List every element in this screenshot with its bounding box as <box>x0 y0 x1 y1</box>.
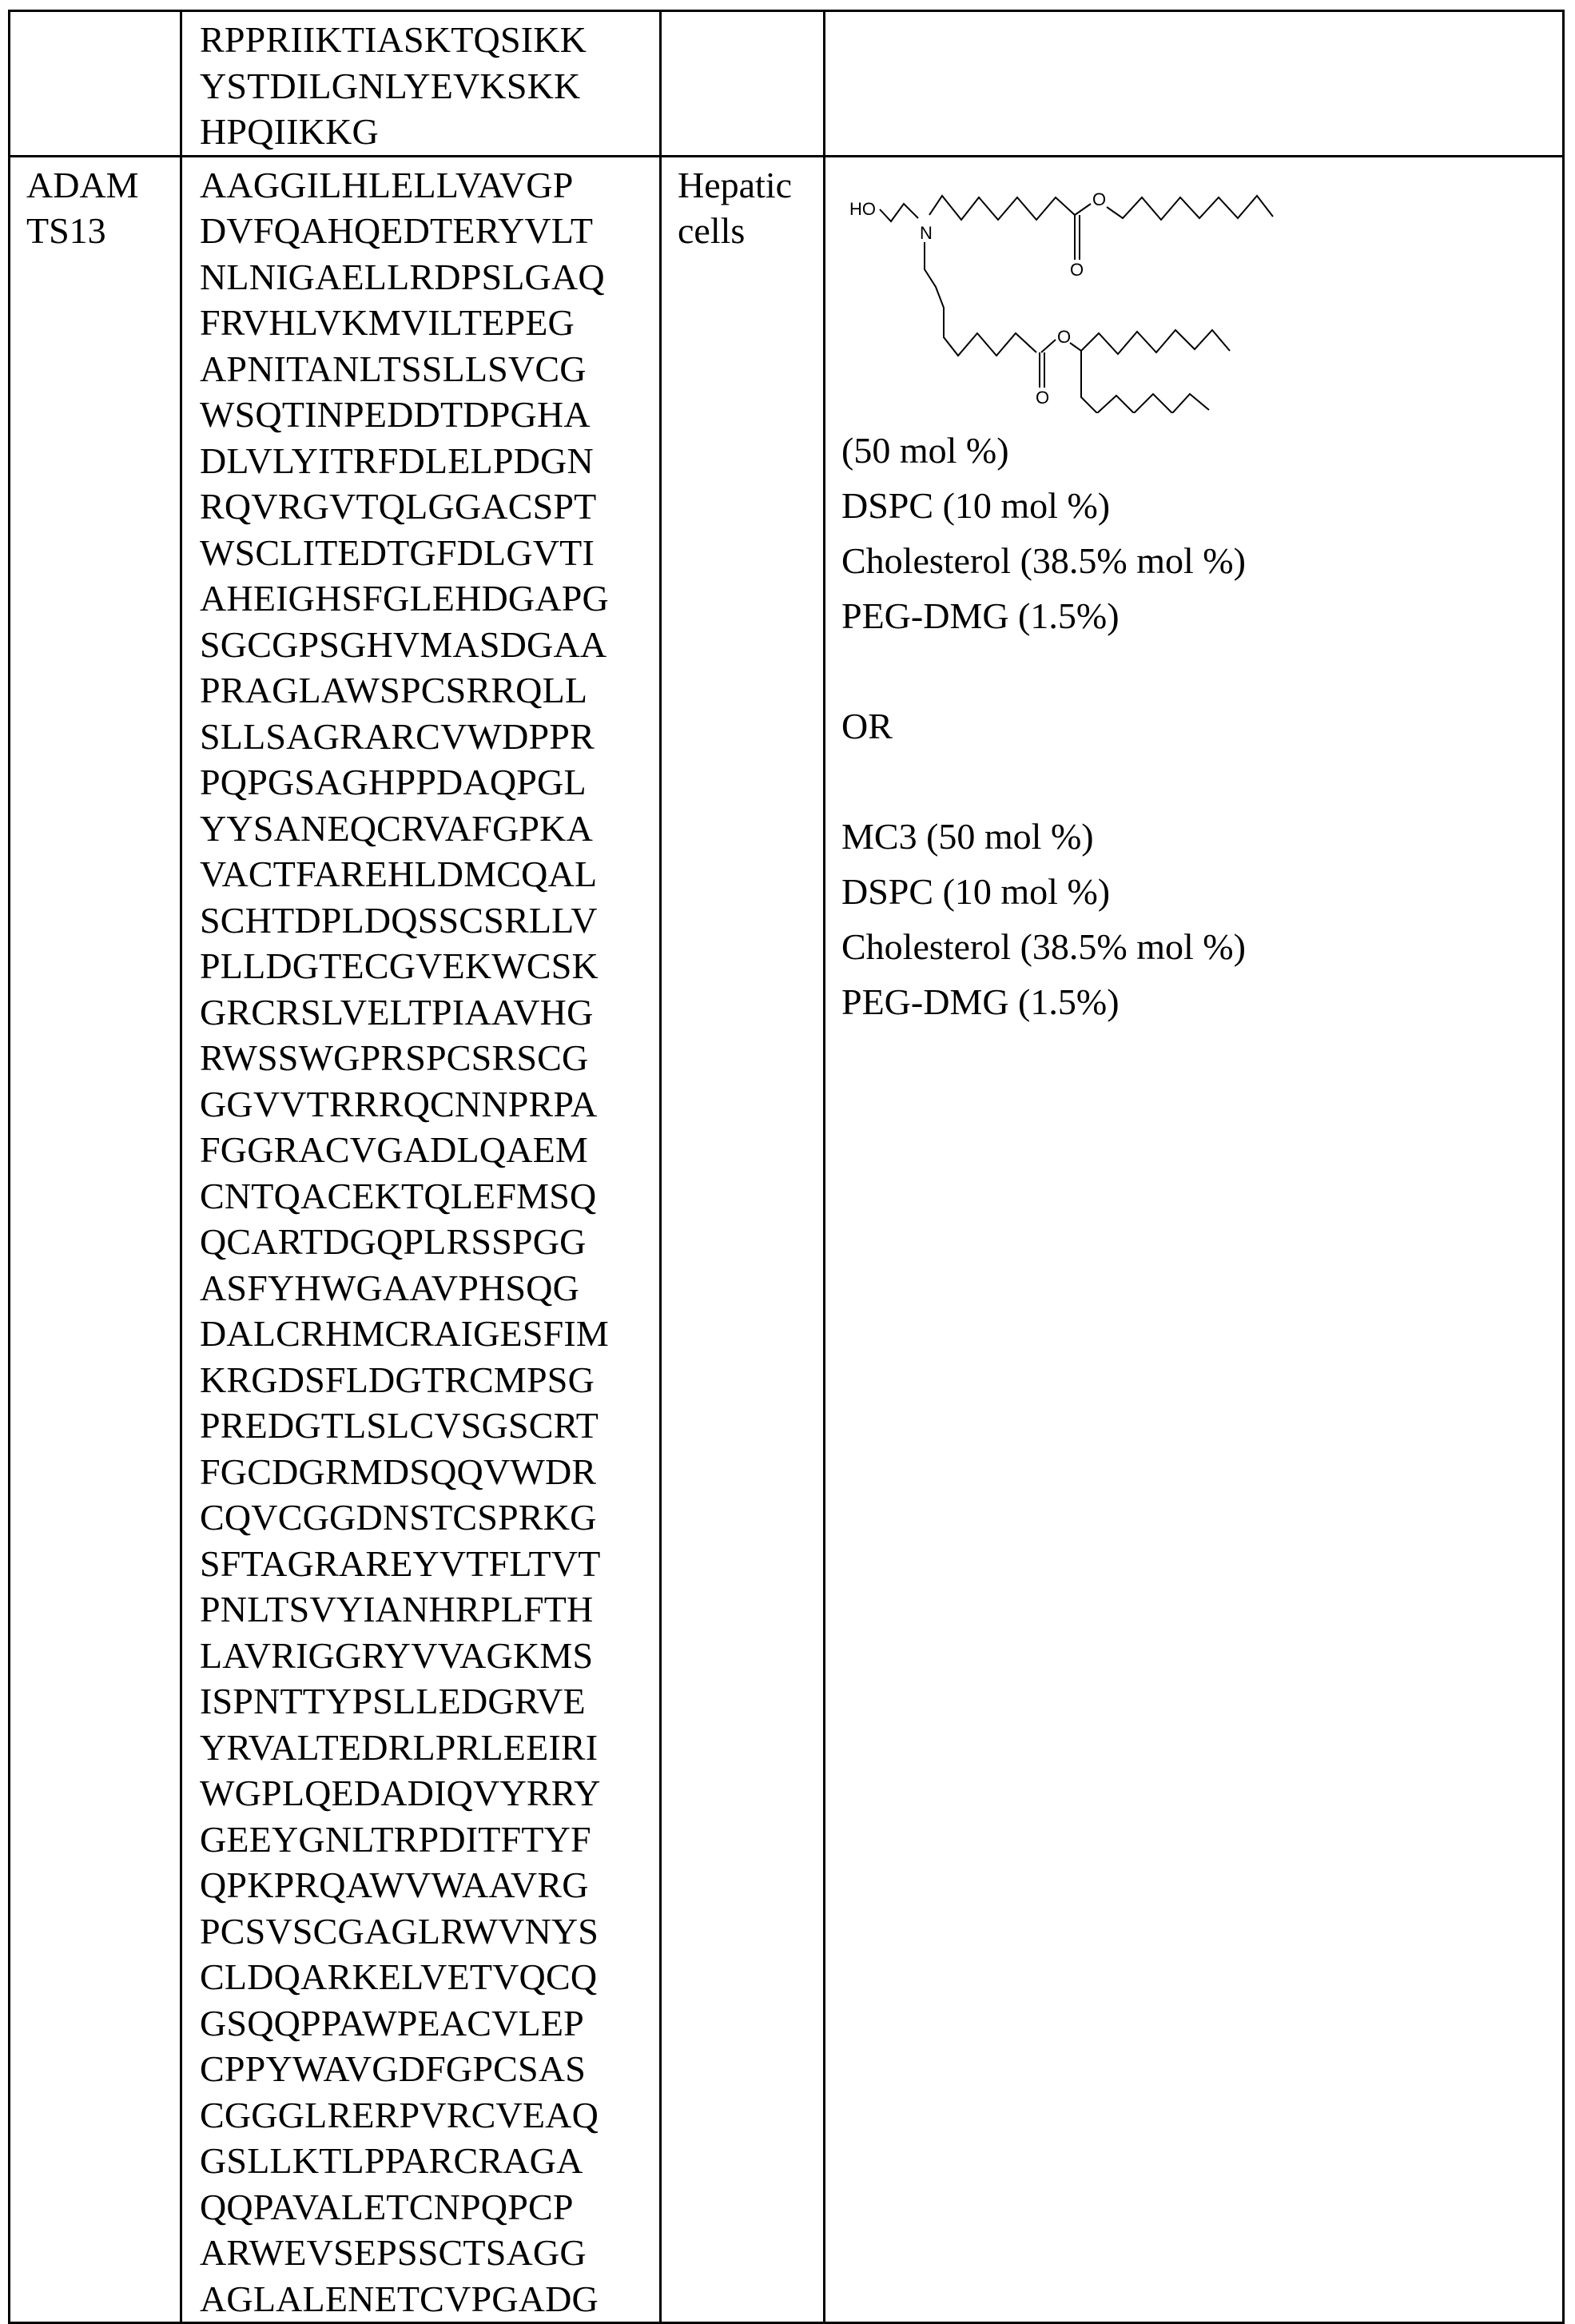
cell-type-cell-empty <box>661 11 825 157</box>
sequence-line: SFTAGRAREYVTFLTVT <box>200 1542 601 1584</box>
sequence-line: DLVLYITRFDLELPDGN <box>200 440 594 481</box>
sequence-line: PRAGLAWSPCSRRQLL <box>200 670 588 710</box>
sequence-formulation-table <box>8 10 1565 2324</box>
or-separator: OR <box>841 705 893 746</box>
sequence-line: SLLSAGRARCVWDPPR <box>200 715 595 757</box>
sequence-cell <box>181 156 661 2323</box>
sequence-line: WGPLQEDADIQVYRRY <box>200 1773 601 1813</box>
sequence-line: PREDGTLSLCVSGSCRT <box>200 1405 599 1446</box>
structure-label-o-ester-1: O <box>1092 189 1107 209</box>
component-cholesterol: Cholesterol (38.5% mol %) <box>841 925 1246 967</box>
cell-type-cell <box>661 156 825 2323</box>
sequence-line: AAGGILHLELLVAVGP <box>200 164 574 205</box>
sequence-line: ASFYHWGAAVPHSQG <box>200 1267 580 1308</box>
sequence-line: WSCLITEDTGFDLGVTI <box>200 531 595 573</box>
sequence-line: SCHTDPLDQSSCSRLLV <box>200 899 598 941</box>
component-mc3: MC3 (50 mol %) <box>841 815 1094 857</box>
sequence-line: APNITANLTSSLLSVCG <box>200 348 587 389</box>
formulation-option-1 <box>841 423 1546 643</box>
sequence-line: AHEIGHSFGLEHDGAPG <box>200 578 609 619</box>
sequence-line: DVFQAHQEDTERYVLT <box>200 210 594 251</box>
sequence-line: KRGDSFLDGTRCMPSG <box>200 1359 595 1400</box>
sequence-line: CNTQACEKTQLEFMSQ <box>200 1175 597 1216</box>
sequence-line: PCSVSCGAGLRWVNYS <box>200 1910 599 1952</box>
structure-label-n: N <box>920 222 933 243</box>
sequence-text <box>182 157 659 2322</box>
sequence-line: GSLLKTLPPARCRAGA <box>200 2140 583 2181</box>
sequence-line: LAVRIGGRYVVAGKMS <box>200 1634 594 1676</box>
component-peg-dmg: PEG-DMG (1.5%) <box>841 595 1120 636</box>
sequence-line: GRCRSLVELTPIAAVHG <box>200 991 594 1033</box>
sequence-line: GEEYGNLTRPDITFTYF <box>200 1818 591 1860</box>
sequence-line: RPPRIIKTIASKTQSIKK <box>200 19 587 60</box>
sequence-line: FRVHLVKMVILTEPEG <box>200 302 575 343</box>
sequence-line: RWSSWGPRSPCSRSCG <box>200 1037 589 1078</box>
sequence-line: DALCRHMCRAIGESFIM <box>200 1313 610 1354</box>
sequence-line: AGLALENETCVPGADG <box>200 2278 599 2319</box>
formulation-cell <box>825 156 1564 2323</box>
table-row-continuation <box>10 11 1564 157</box>
gene-cell-empty <box>10 11 181 157</box>
component-cholesterol: Cholesterol (38.5% mol %) <box>841 539 1246 581</box>
sequence-line: ISPNTTYPSLLEDGRVE <box>200 1681 586 1721</box>
sequence-line: CLDQARKELVETVQCQ <box>200 1956 598 1997</box>
sequence-line: NLNIGAELLRDPSLGAQ <box>200 256 605 297</box>
sequence-line: CGGGLRERPVRCVEAQ <box>200 2094 599 2135</box>
sequence-cell-continued <box>181 11 661 157</box>
sequence-line: YYSANEQCRVAFGPKA <box>200 807 593 849</box>
sequence-line: FGGRACVGADLQAEM <box>200 1129 589 1170</box>
structure-label-o-carbonyl-1: O <box>1070 259 1084 280</box>
formulation-option-2 <box>841 809 1546 1029</box>
sequence-line: ARWEVSEPSSCTSAGG <box>200 2232 587 2273</box>
sequence-line: RQVRGVTQLGGACSPT <box>200 486 597 527</box>
sequence-line: SGCGPSGHVMASDGAA <box>200 623 607 665</box>
gene-name-line-2: TS13 <box>26 210 106 251</box>
sequence-line: QCARTDGQPLRSSPGG <box>200 1221 587 1262</box>
structure-label-o-ester-2: O <box>1057 326 1072 347</box>
sequence-line: WSQTINPEDDTDPGHA <box>200 394 591 435</box>
sequence-line: GGVVTRRRQCNNPRPA <box>200 1083 598 1124</box>
component-peg-dmg: PEG-DMG (1.5%) <box>841 981 1120 1022</box>
formulation-cell-empty <box>825 11 1564 157</box>
sequence-line: GSQQPPAWPEACVLEP <box>200 2002 584 2043</box>
sequence-text <box>182 12 659 155</box>
sequence-line: QQPAVALETCNPQPCP <box>200 2186 574 2227</box>
cell-type-line-1: Hepatic <box>678 164 793 205</box>
sequence-line: CQVCGGDNSTCSPRKG <box>200 1497 597 1538</box>
component-ionizable-lipid: (50 mol %) <box>841 429 1009 471</box>
sequence-line: PLLDGTECGVEKWCSK <box>200 945 599 986</box>
sequence-line: YSTDILGNLYEVKSKK <box>200 65 581 106</box>
lipid-structure-diagram <box>841 165 1545 413</box>
structure-label-ho: HO <box>849 198 876 219</box>
sequence-line: QPKPRQAWVWAAVRG <box>200 1864 589 1905</box>
structure-label-o-carbonyl-2: O <box>1036 387 1050 408</box>
gene-name-line-1: ADAM <box>26 164 139 205</box>
sequence-line: YRVALTEDRLPRLEEIRI <box>200 1726 599 1768</box>
sequence-line: PQPGSAGHPPDAQPGL <box>200 762 587 802</box>
sequence-line: HPQIIKKG <box>200 111 379 152</box>
gene-name-cell <box>10 156 181 2323</box>
sequence-line: PNLTSVYIANHRPLFTH <box>200 1589 594 1630</box>
table-row-adamts13 <box>10 156 1564 2323</box>
sequence-line: VACTFAREHLDMCQAL <box>200 854 598 894</box>
component-dspc: DSPC (10 mol %) <box>841 870 1111 912</box>
cell-type-line-2: cells <box>678 210 746 251</box>
component-dspc: DSPC (10 mol %) <box>841 484 1111 526</box>
sequence-line: CPPYWAVGDFGPCSAS <box>200 2048 586 2089</box>
sequence-line: FGCDGRMDSQQVWDR <box>200 1451 597 1492</box>
